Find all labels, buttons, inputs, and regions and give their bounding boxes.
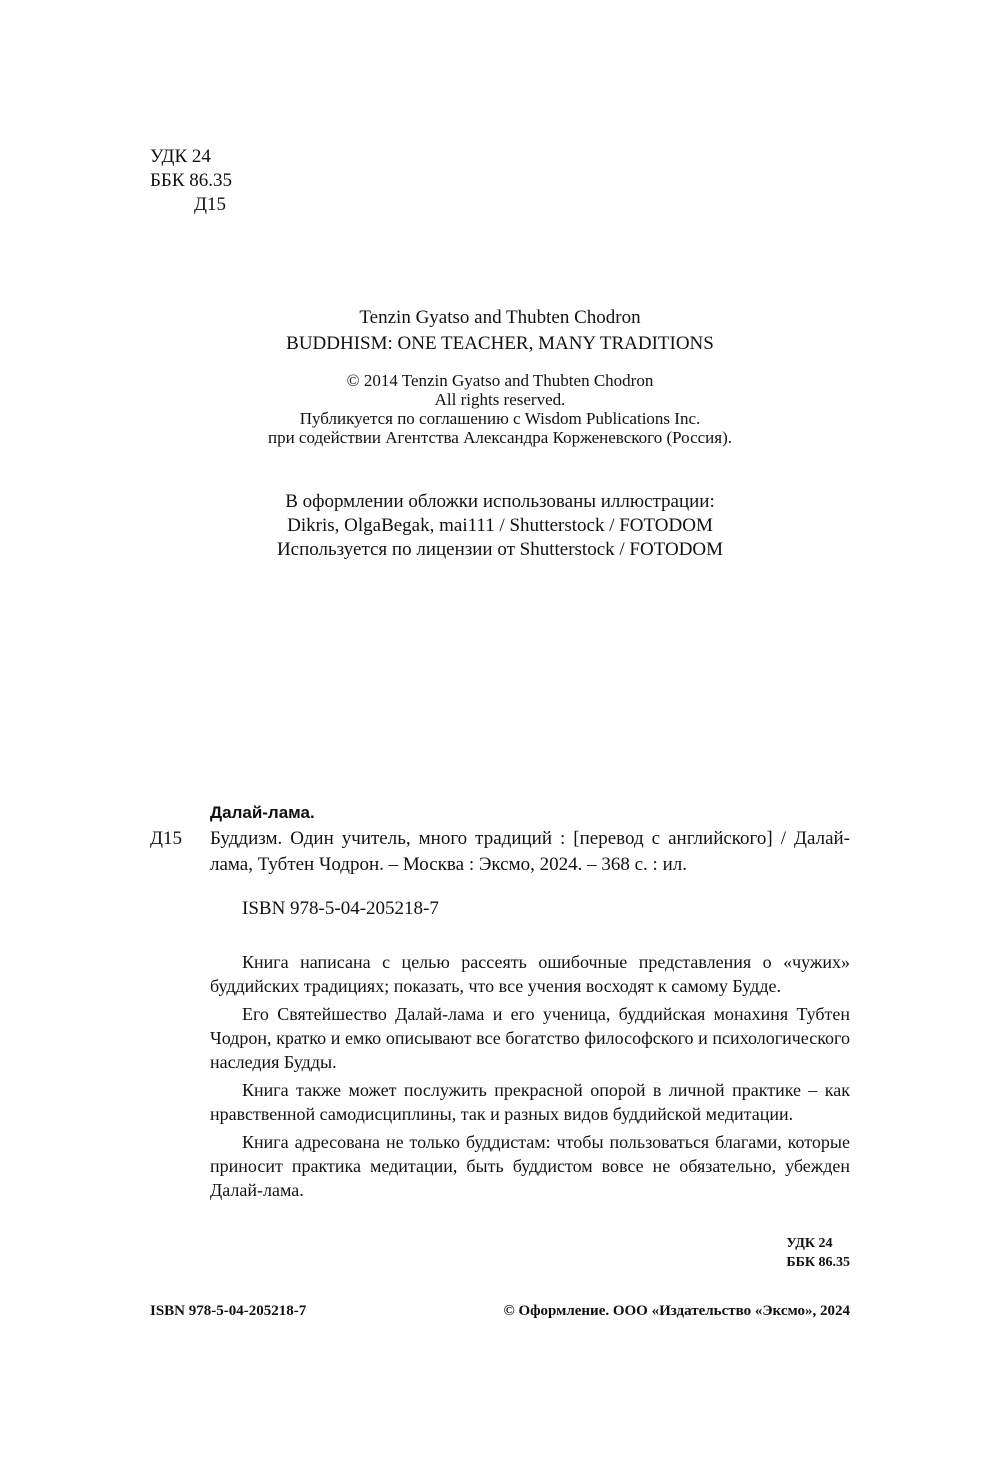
copyright-line: при содействии Агентства Александра Корженевского (Россия).	[267, 428, 732, 447]
cover-credit-line: Используется по лицензии от Shutterstock / FOTODOM	[276, 539, 724, 560]
annotation-paragraph: Его Святейшество Далай-лама и его ученица, буддийская монахиня Тубтен Чодрон, кратко и емко описывают все богатство философского и психологического наследия Будды.	[210, 1004, 850, 1072]
record-code: Д15	[150, 828, 182, 849]
record-isbn: ISBN 978-5-04-205218-7	[242, 898, 439, 919]
copyright-notice	[150, 371, 850, 447]
copyright-line: © 2014 Tenzin Gyatso and Thubten Chodron	[346, 371, 654, 390]
classification-block	[150, 145, 232, 217]
record-author: Далай-лама.	[210, 803, 315, 822]
cover-credit-line: Dikris, OlgaBegak, mai111 / Shutterstock / FOTODOM	[287, 515, 713, 536]
bottom-bbk: ББК 86.35	[786, 1255, 850, 1270]
annotation-paragraph: Книга также может послужить прекрасной опорой в личной практике – как нравственной самодисциплины, так и разных видов буддийской медитации.	[210, 1080, 850, 1124]
bbk-code: ББК 86.35	[150, 170, 232, 191]
original-edition	[150, 305, 850, 357]
bottom-udk: УДК 24	[786, 1236, 833, 1251]
footer-copyright: © Оформление. ООО «Издательство «Эксмо», 2024	[503, 1303, 850, 1319]
annotation-paragraph: Книга адресована не только буддистам: чтобы пользоваться благами, которые приносит практика медитации, быть буддистом вовсе не обязательно, убежден Далай-лама.	[210, 1132, 850, 1200]
copyright-line: All rights reserved.	[434, 390, 566, 409]
annotation	[210, 950, 850, 1206]
record-description: Буддизм. Один учитель, много традиций : [перевод с английского] / Далай-лама, Тубтен Чодрон. – Москва : Эксмо, 2024. – 368 с. : ил.	[210, 828, 850, 875]
author-sign: Д15	[194, 194, 226, 215]
bottom-classification	[786, 1234, 850, 1272]
original-title: BUDDHISM: ONE TEACHER, MANY TRADITIONS	[286, 333, 714, 354]
cover-credit-line: В оформлении обложки использованы иллюстрации:	[285, 491, 715, 512]
cover-credits	[150, 490, 850, 562]
udk-code: УДК 24	[150, 146, 211, 167]
footer-isbn: ISBN 978-5-04-205218-7	[150, 1303, 307, 1319]
copyright-line: Публикуется по соглашению с Wisdom Publications Inc.	[299, 409, 701, 428]
bibliographic-record	[150, 800, 850, 922]
annotation-paragraph: Книга написана с целью рассеять ошибочные представления о «чужих» буддийских традициях; показать, что все учения восходят к самому Будде.	[210, 952, 850, 996]
original-authors: Tenzin Gyatso and Thubten Chodron	[359, 307, 641, 328]
